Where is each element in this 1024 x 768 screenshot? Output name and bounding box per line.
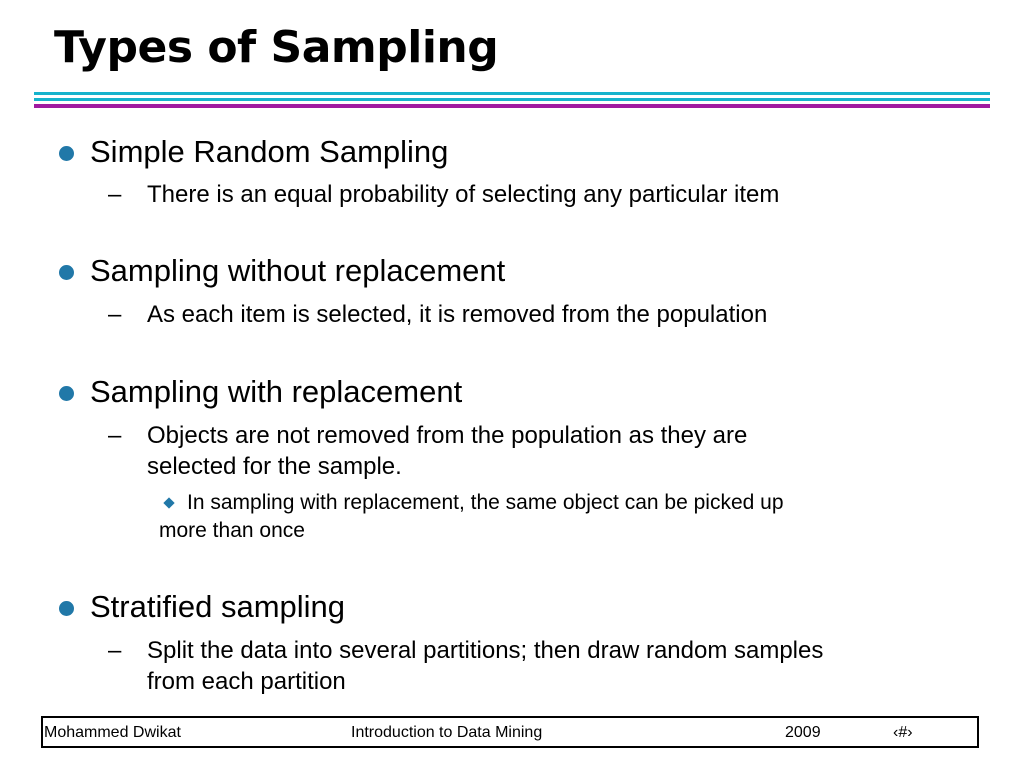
title-underline-cyan-1	[34, 92, 990, 95]
footer-page-number: ‹#›	[893, 724, 913, 741]
sub-bullet-dash-icon: –	[108, 422, 122, 449]
footer-author: Mohammed Dwikat	[44, 724, 181, 741]
sub-bullet-text-continued: from each partition	[147, 668, 346, 695]
sub-sub-bullet-text: In sampling with replacement, the same object can be picked up	[187, 491, 784, 514]
sub-sub-bullet-text-continued: more than once	[159, 519, 305, 542]
slide-footer	[41, 716, 979, 748]
sub-bullet-text: Split the data into several partitions; then draw random samples	[147, 637, 824, 664]
footer-course-title: Introduction to Data Mining	[351, 724, 543, 741]
sub-bullet-dash-icon: –	[108, 181, 122, 208]
title-underline-magenta	[34, 104, 990, 108]
bullet-dot-icon	[59, 146, 74, 161]
sub-bullet-text: As each item is selected, it is removed from the population	[147, 301, 768, 328]
sub-bullet-text: There is an equal probability of selecting any particular item	[147, 181, 780, 208]
sub-bullet-dash-icon: –	[108, 637, 122, 664]
bullet-heading: Stratified sampling	[90, 589, 346, 624]
bullet-heading: Sampling with replacement	[90, 374, 463, 409]
bullet-dot-icon	[59, 601, 74, 616]
slide-title: Types of Sampling	[54, 22, 499, 73]
diamond-bullet-icon	[163, 497, 174, 508]
footer-year: 2009	[785, 724, 821, 741]
sub-bullet-text: Objects are not removed from the population as they are	[147, 422, 748, 449]
sub-sub-bullet	[159, 489, 949, 517]
sub-bullet-text-continued: selected for the sample.	[147, 453, 402, 480]
bullet-dot-icon	[59, 265, 74, 280]
bullet-heading: Simple Random Sampling	[90, 134, 449, 169]
title-underline-cyan-2	[34, 98, 990, 101]
bullet-heading: Sampling without replacement	[90, 253, 506, 288]
sub-bullet-dash-icon: –	[108, 301, 122, 328]
bullet-dot-icon	[59, 386, 74, 401]
